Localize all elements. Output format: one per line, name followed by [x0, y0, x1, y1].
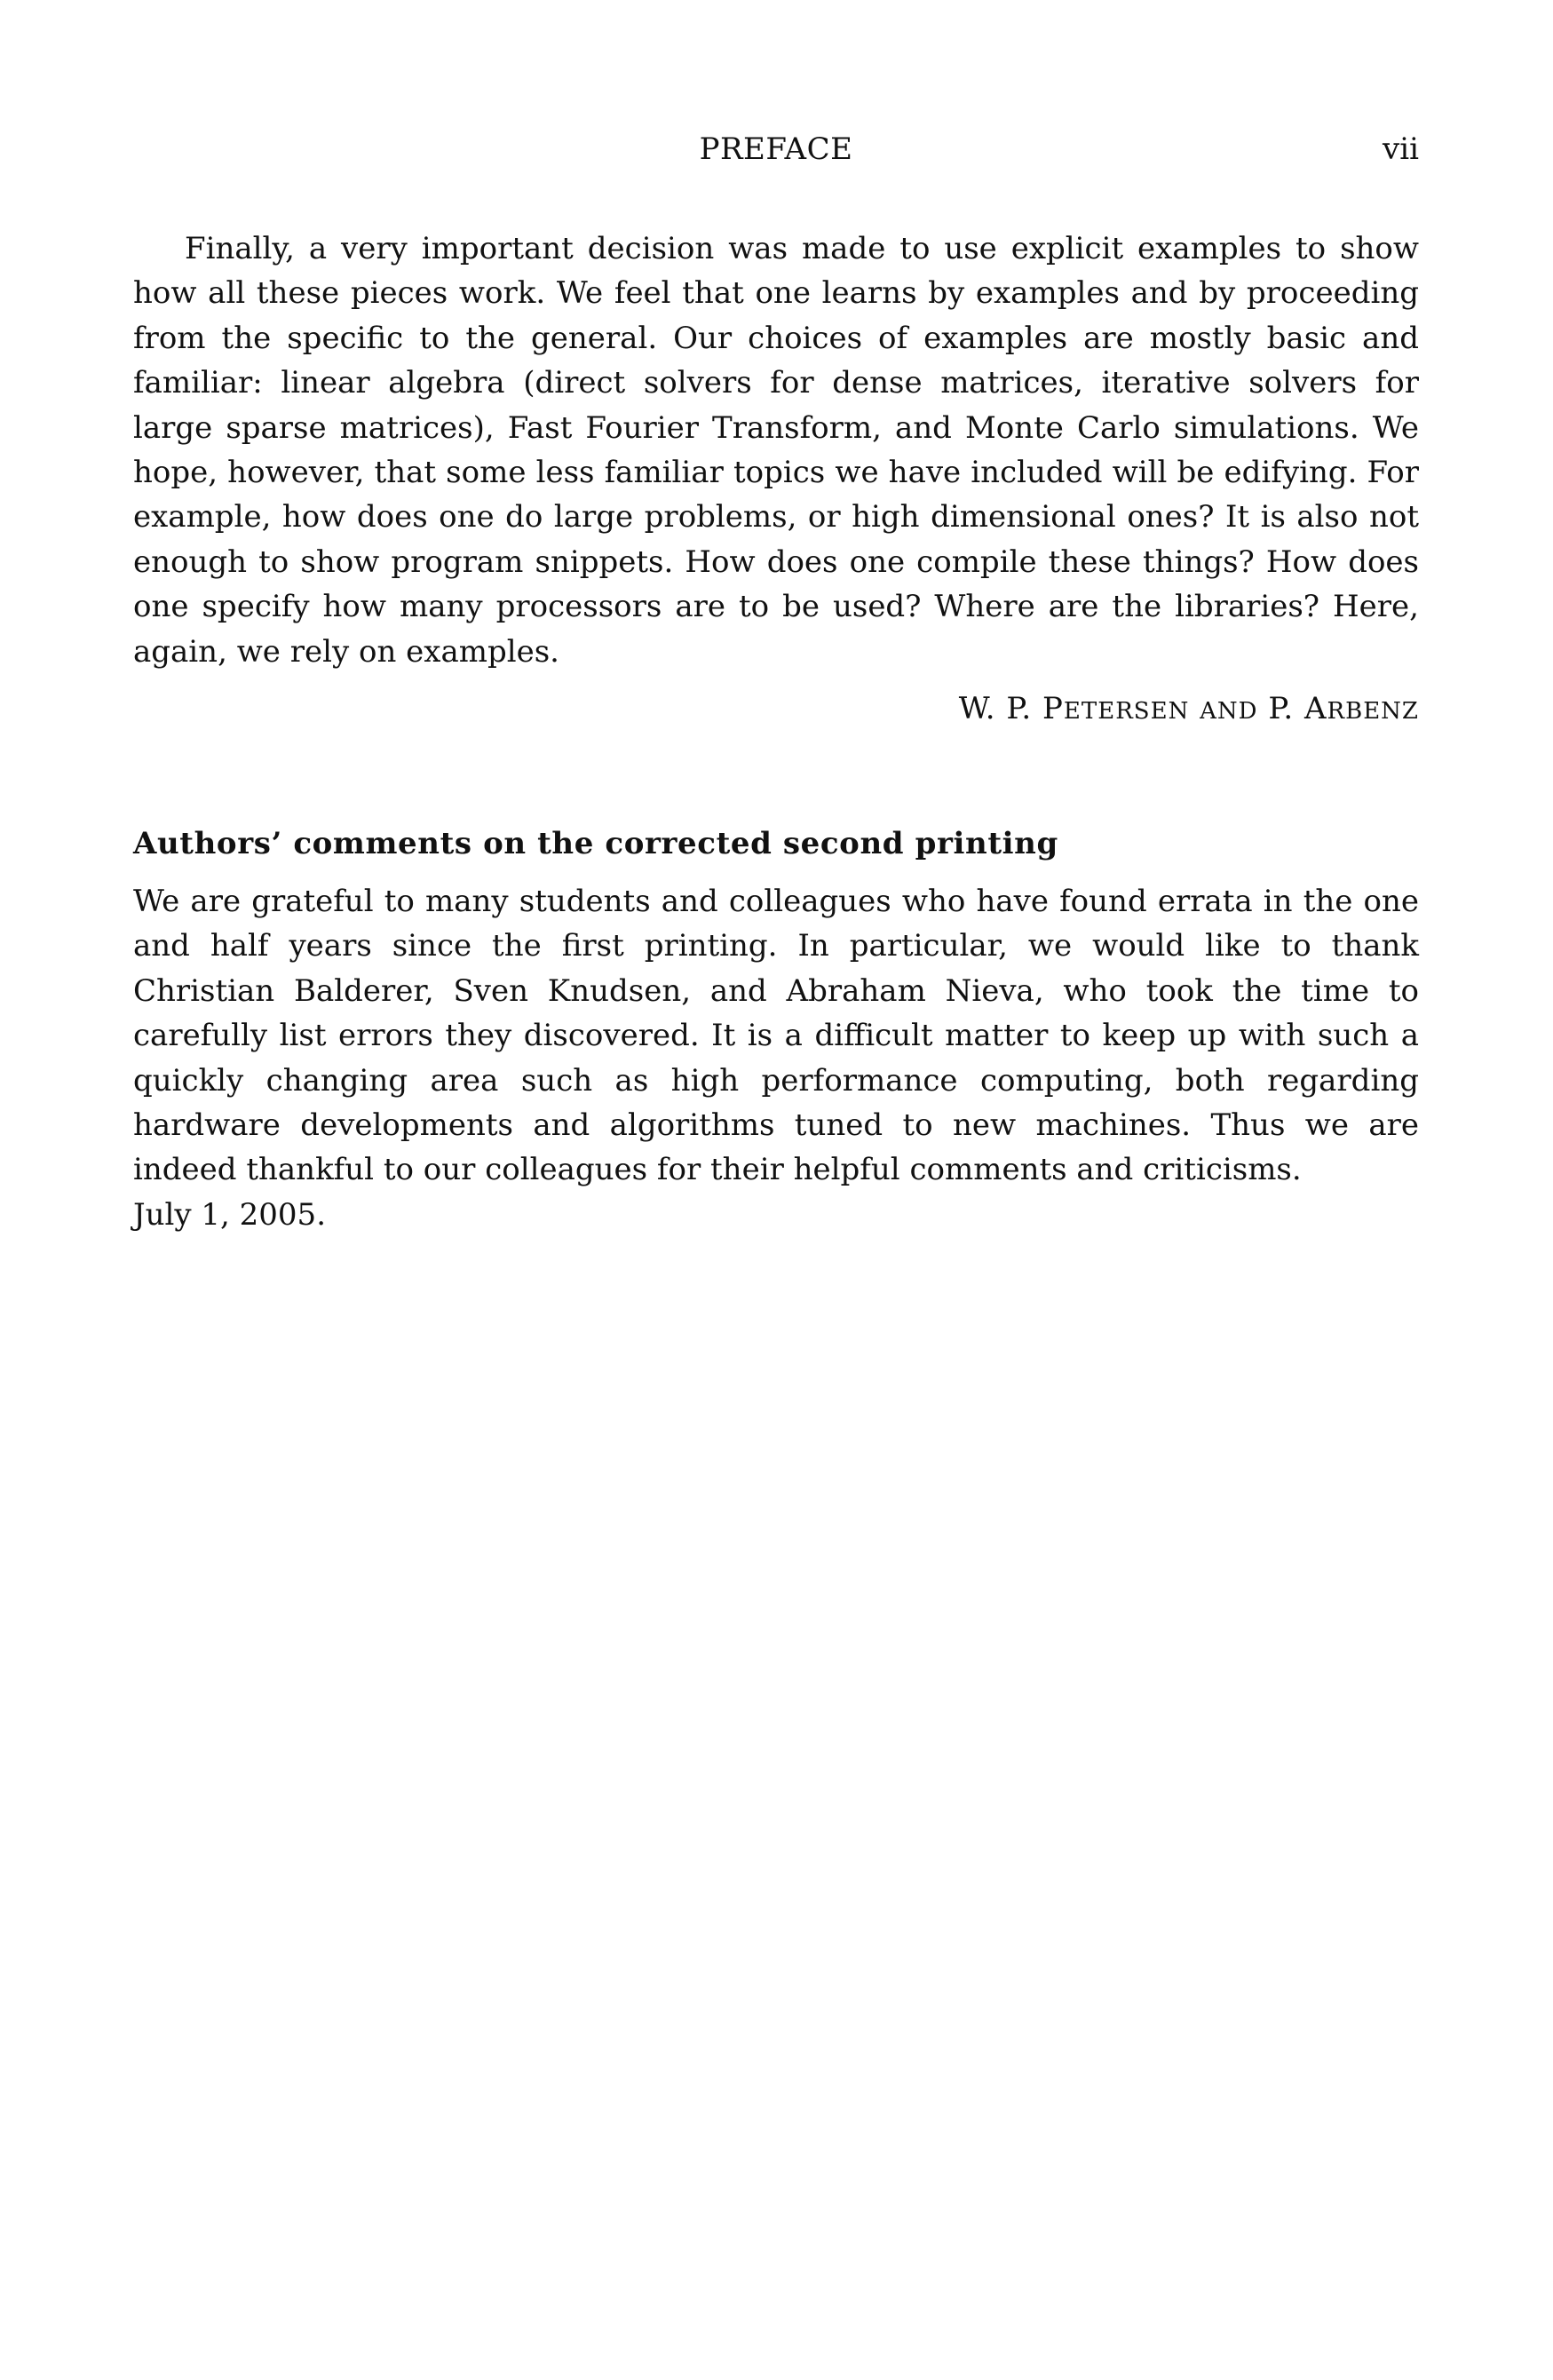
authors-signature — [959, 686, 1419, 734]
running-head — [133, 127, 1419, 171]
signature-name1-initial: P — [1042, 691, 1064, 726]
preface-paragraph: Finally, a very important decision was made to use explicit examples to show how all these pieces work. We feel that one learns by examples and by proceeding from the specific to the general. Our choices of examples are mostly basic and familiar: linear algebra (direct solvers for dense matrices, iterative solvers for large sparse matrices), Fast Fourier Transform, and Monte Carlo simulations. We hope, however, that some less familiar topics we have included will be edifying. For example, how does one do large problems, or high dimensional ones? It is also not enough to show program snippets. How does one compile these things? How does one specify how many processors are to be used? Where are the libraries? Here, again, we rely on examples. — [133, 231, 1419, 670]
comments-date: July 1, 2005. — [133, 1196, 326, 1233]
signature-initial-p2: P. — [1268, 691, 1295, 726]
preface-body — [133, 226, 1419, 674]
comments-body — [133, 879, 1419, 1237]
comments-paragraph: We are grateful to many students and colleagues who have found errata in the one and half years since the first printing. In particular, we would like to thank Christian Balderer, Sven Knudsen, and Abraham Nieva, who took the time to carefully list errors they discovered. It is a difficult matter to keep up with such a quickly changing area such as high performance computing, both regarding hardware developments and algorithms tuned to new machines. Thus we are indeed thankful to our colleagues for their helpful comments and criticisms. — [133, 884, 1419, 1188]
signature-initial-w: W. — [958, 691, 996, 726]
section-heading: Authors’ comments on the corrected second printing — [133, 826, 1058, 861]
signature-and: AND — [1200, 698, 1258, 725]
signature-name2-initial: A — [1303, 691, 1327, 726]
page-number: vii — [1383, 131, 1419, 167]
running-head-title: PREFACE — [699, 131, 853, 167]
signature-name2-rest: RBENZ — [1327, 698, 1419, 725]
signature-initial-p1: P. — [1006, 691, 1033, 726]
signature-name1-rest: ETERSEN — [1063, 698, 1190, 725]
